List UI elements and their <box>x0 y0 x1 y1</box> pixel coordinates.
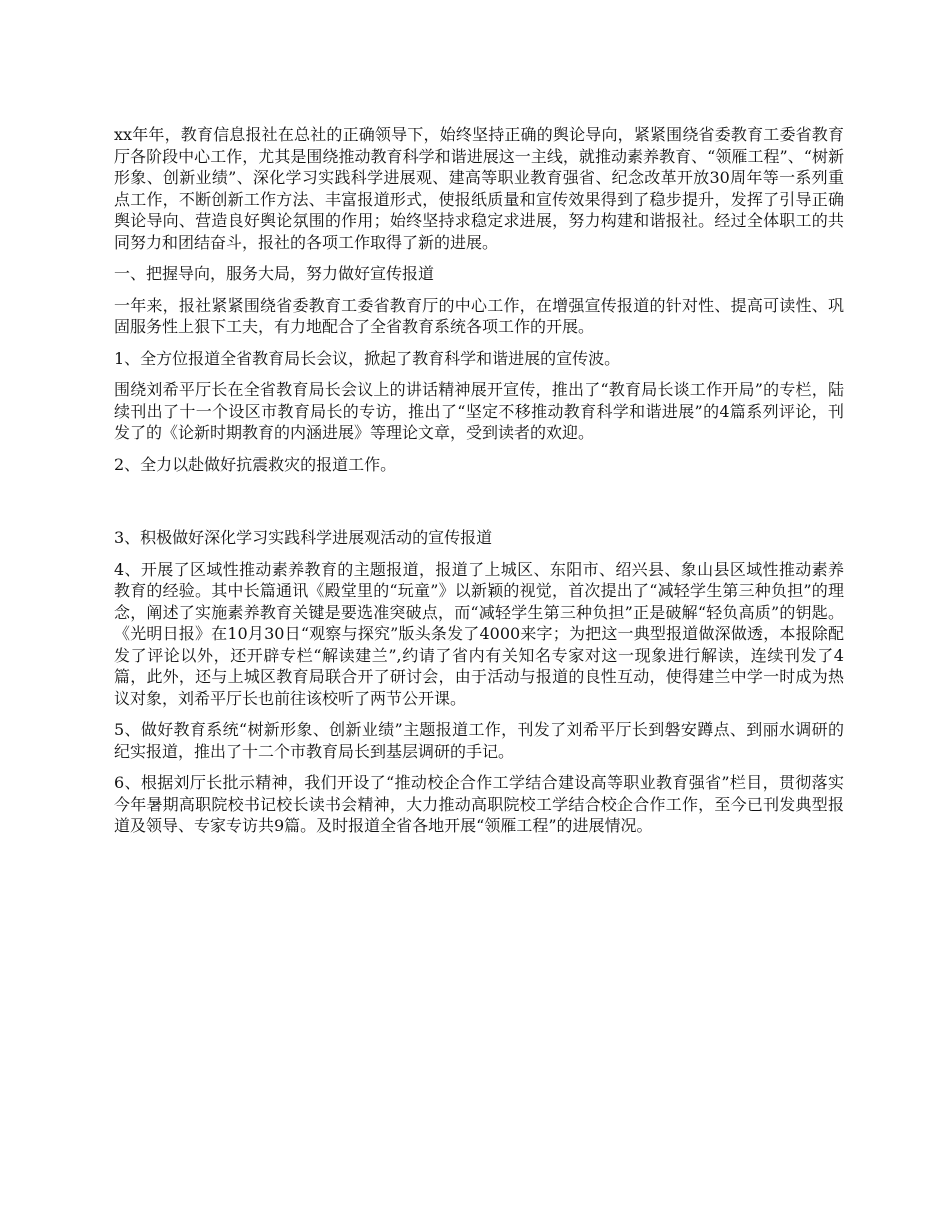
blank-gap <box>114 485 844 527</box>
item5-paragraph: 5、做好教育系统“树新形象、创新业绩”主题报道工作，刊发了刘希平厅长到磐安蹲点、到丽水调研的纪实报道，推出了十二个市教育局长到基层调研的手记。 <box>114 720 844 761</box>
item4-paragraph: 4、开展了区域性推动素养教育的主题报道，报道了上城区、东阳市、绍兴县、象山县区域性推动素养教育的经验。其中长篇通讯《殿堂里的“玩童”》以新颖的视觉，首次提出了“减轻学生第三种负担”的理念，阐述了实施素养教育关键是要选准突破点，而“减轻学生第三种负担”正是破解“轻负高质”的钥匙。《光明日报》在10月30日“观察与探究”版头条发了4000来字；为把这一典型报道做深做透，本报除配发了评论以外，还开辟专栏“解读建兰”,约请了省内有关知名专家对这一现象进行解读，连续刊发了4篇，此外，还与上城区教育局联合开了研讨会，由于活动与报道的良性互动，使得建兰中学一时成为热议对象，刘希平厅长也前往该校听了两节公开课。 <box>114 559 844 708</box>
section1-heading: 一、把握导向，服务大局，努力做好宣传报道 <box>114 264 435 283</box>
item1-paragraph: 围绕刘希平厅长在全省教育局长会议上的讲话精神展开宣传，推出了“教育局长谈工作开局”的专栏，陆续刊出了十一个设区市教育局长的专访，推出了“坚定不移推动教育科学和谐进展”的4篇系列评论，刊发了的《论新时期教育的内涵进展》等理论文章，受到读者的欢迎。 <box>114 380 844 442</box>
item2-heading: 2、全力以赴做好抗震救灾的报道工作。 <box>114 454 397 474</box>
section1-paragraph: 一年来，报社紧紧围绕省委教育工委省教育厅的中心工作，在增强宣传报道的针对性、提高可读性、巩固服务性上狠下工夫，有力地配合了全省教育系统各项工作的开展。 <box>114 295 844 336</box>
intro-paragraph: xx年年，教育信息报社在总社的正确领导下，始终坚持正确的舆论导向，紧紧围绕省委教育工委省教育厅各阶段中心工作，尤其是围绕推动教育科学和谐进展这一主线，就推动素养教育、“领雁工程”、“树新形象、创新业绩”、深化学习实践科学进展观、建高等职业教育强省、纪念改革开放30周年等一系列重点工作，不断创新工作方法、丰富报道形式，使报纸质量和宣传效果得到了稳步提升，发挥了引导正确舆论导向、营造良好舆论氛围的作用；始终坚持求稳定求进展，努力构建和谐报社。经过全体职工的共同努力和团结奋斗，报社的各项工作取得了新的进展。 <box>114 125 844 252</box>
item1-heading: 1、全方位报道全省教育局长会议，掀起了教育科学和谐进展的宣传波。 <box>114 348 621 368</box>
item6-paragraph: 6、根据刘厅长批示精神，我们开设了“推动校企合作工学结合建设高等职业教育强省”栏目，贯彻落实今年暑期高职院校书记校长读书会精神，大力推动高职院校工学结合校企合作工作，至今已刊发典型报道及领导、专家专访共9篇。及时报道全省各地开展“领雁工程”的进展情况。 <box>114 773 844 835</box>
item3-heading: 3、积极做好深化学习实践科学进展观活动的宣传报道 <box>114 528 493 547</box>
document-page <box>114 124 844 847</box>
